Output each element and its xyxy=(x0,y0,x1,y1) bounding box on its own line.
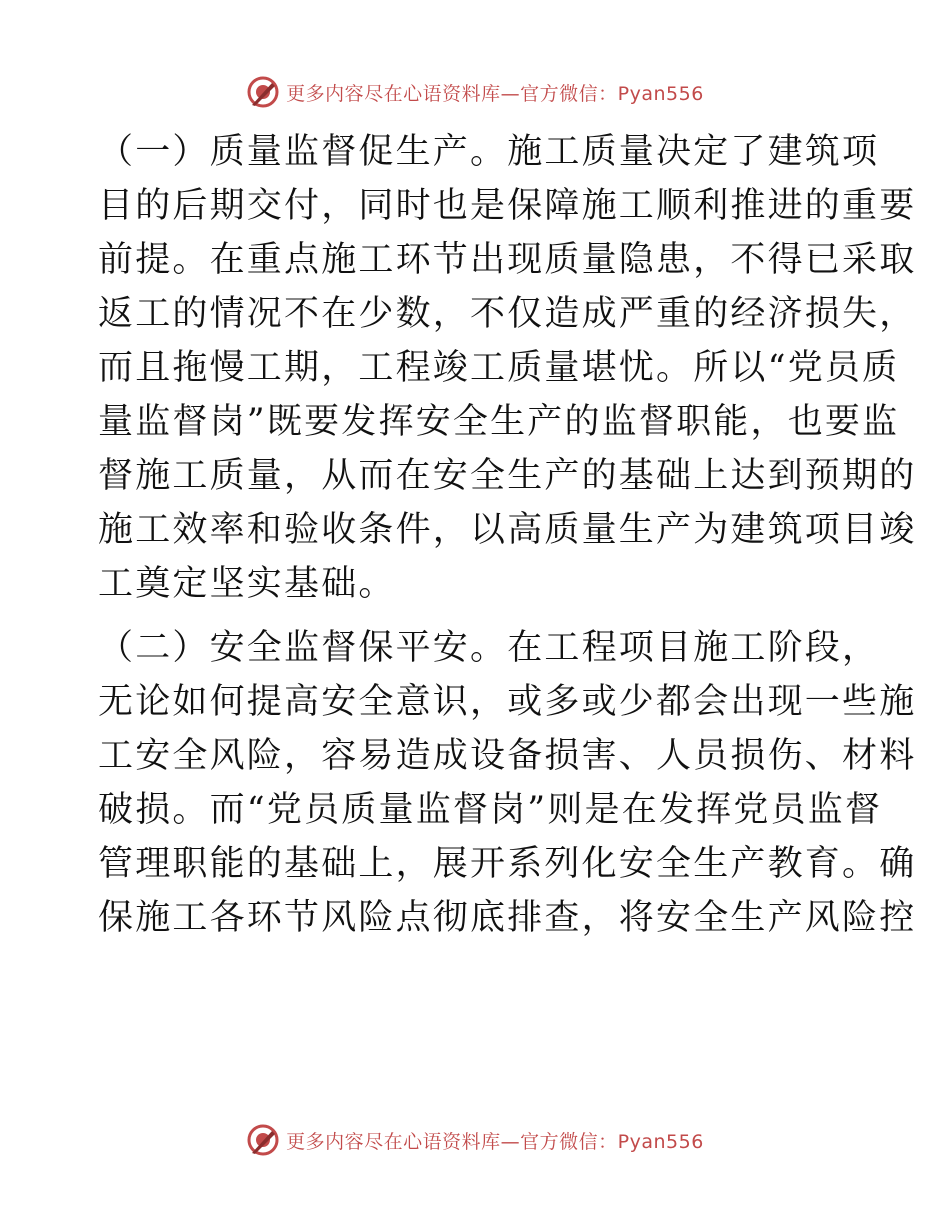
text-line: 施工效率和验收条件，以高质量生产为建筑项目竣 xyxy=(98,510,917,550)
text-line: 管理职能的基础上，展开系列化安全生产教育。确 xyxy=(98,844,917,884)
text-line: 前提。在重点施工环节出现质量隐患，不得已采取 xyxy=(98,240,917,280)
document-body xyxy=(98,125,917,955)
seal-pen-icon xyxy=(246,75,280,109)
text-line: （二）安全监督保平安。在工程项目施工阶段， xyxy=(98,628,880,668)
text-line: 保施工各环节风险点彻底排查，将安全生产风险控 xyxy=(98,898,917,938)
watermark-text: 更多内容尽在心语资料库—官方微信：Pyan556 xyxy=(286,82,704,105)
watermark-text: 更多内容尽在心语资料库—官方微信：Pyan556 xyxy=(286,1130,704,1153)
text-line: 破损。而“党员质量监督岗”则是在发挥党员监督 xyxy=(98,790,883,830)
text-line: 而且拖慢工期，工程竣工质量堪忧。所以“党员质 xyxy=(98,348,900,388)
text-line: 督施工质量，从而在安全生产的基础上达到预期的 xyxy=(98,456,917,496)
footer-watermark xyxy=(0,1120,950,1160)
header-watermark xyxy=(0,72,950,112)
text-line: 无论如何提高安全意识，或多或少都会出现一些施 xyxy=(98,682,917,722)
text-line: 返工的情况不在少数，不仅造成严重的经济损失， xyxy=(98,294,917,334)
seal-pen-icon xyxy=(246,1123,280,1157)
text-line: 量监督岗”既要发挥安全生产的监督职能，也要监 xyxy=(98,402,900,442)
paragraph-safety-supervision xyxy=(98,621,917,945)
paragraph-quality-supervision xyxy=(98,125,917,611)
text-line: 工奠定坚实基础。 xyxy=(98,564,396,604)
text-line: 工安全风险，容易造成设备损害、人员损伤、材料 xyxy=(98,736,917,776)
text-line: （一）质量监督促生产。施工质量决定了建筑项 xyxy=(98,132,880,172)
text-line: 目的后期交付，同时也是保障施工顺利推进的重要 xyxy=(98,186,917,226)
